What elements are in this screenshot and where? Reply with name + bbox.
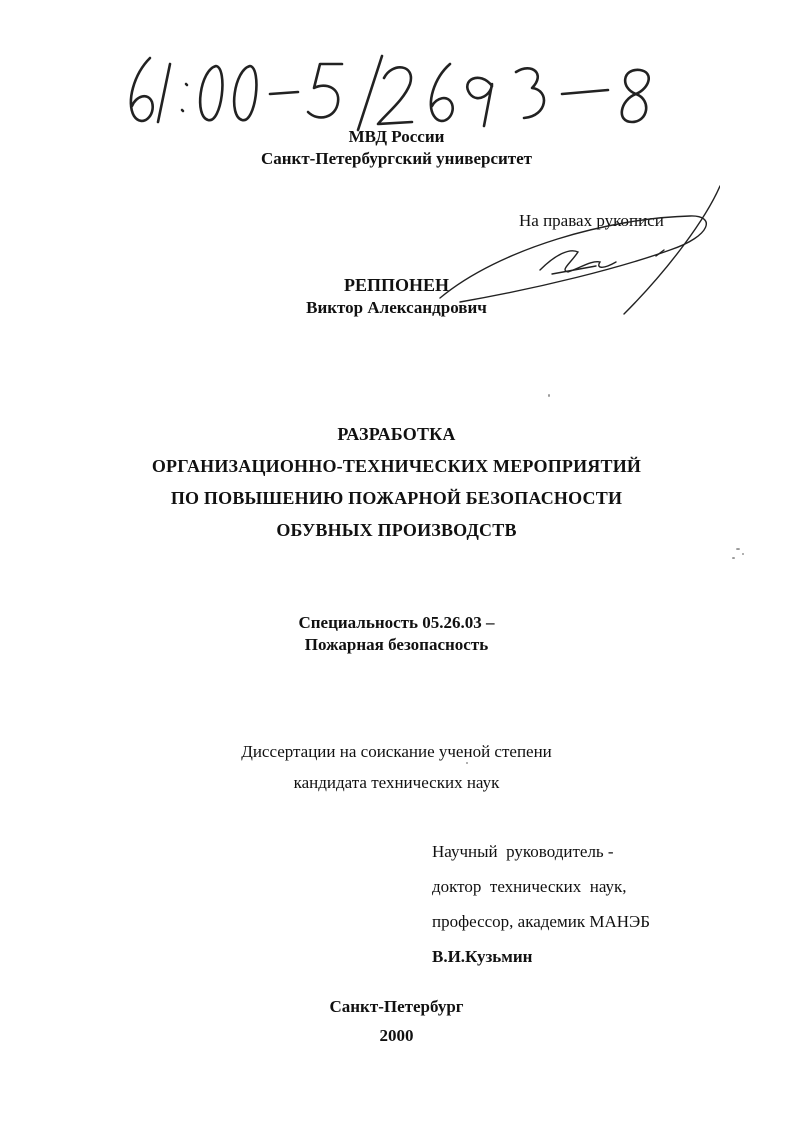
city: Санкт-Петербург [329, 997, 464, 1016]
scan-speck [732, 557, 735, 559]
degree-line-1: Диссертации на соискание ученой степени [241, 742, 552, 761]
ministry-name: МВД России [348, 127, 445, 146]
degree-line-2: кандидата технических наук [293, 773, 500, 792]
supervisor-degree: доктор технических наук, [432, 877, 627, 896]
title-line: ОРГАНИЗАЦИОННО-ТЕХНИЧЕСКИХ МЕРОПРИЯТИЙ [151, 456, 642, 476]
supervisor-title: профессор, академик МАНЭБ [432, 912, 650, 931]
specialty-name: Пожарная безопасность [304, 635, 489, 654]
supervisor-name: В.И.Кузьмин [432, 947, 533, 966]
scan-speck [742, 553, 744, 555]
supervisor-role: Научный руководитель - [432, 842, 614, 861]
title-line: ПО ПОВЫШЕНИЮ ПОЖАРНОЙ БЕЗОПАСНОСТИ [170, 488, 623, 508]
specialty-code: Специальность 05.26.03 – [298, 613, 495, 632]
supervisor-block [432, 834, 752, 974]
title-line: ОБУВНЫХ ПРОИЗВОДСТВ [276, 520, 517, 540]
title-line: РАЗРАБОТКА [337, 424, 456, 444]
scan-speck [548, 394, 550, 397]
manuscript-rights-note: На правах рукописи [519, 211, 664, 230]
author-given-names: Виктор Александрович [306, 298, 487, 317]
year: 2000 [379, 1026, 414, 1045]
dissertation-title [0, 418, 793, 546]
handwritten-archive-code [120, 44, 680, 134]
scan-speck [736, 548, 740, 550]
university-name: Санкт-Петербургский университет [260, 149, 533, 168]
author-surname: РЕППОНЕН [343, 275, 449, 295]
scan-speck [466, 762, 468, 764]
